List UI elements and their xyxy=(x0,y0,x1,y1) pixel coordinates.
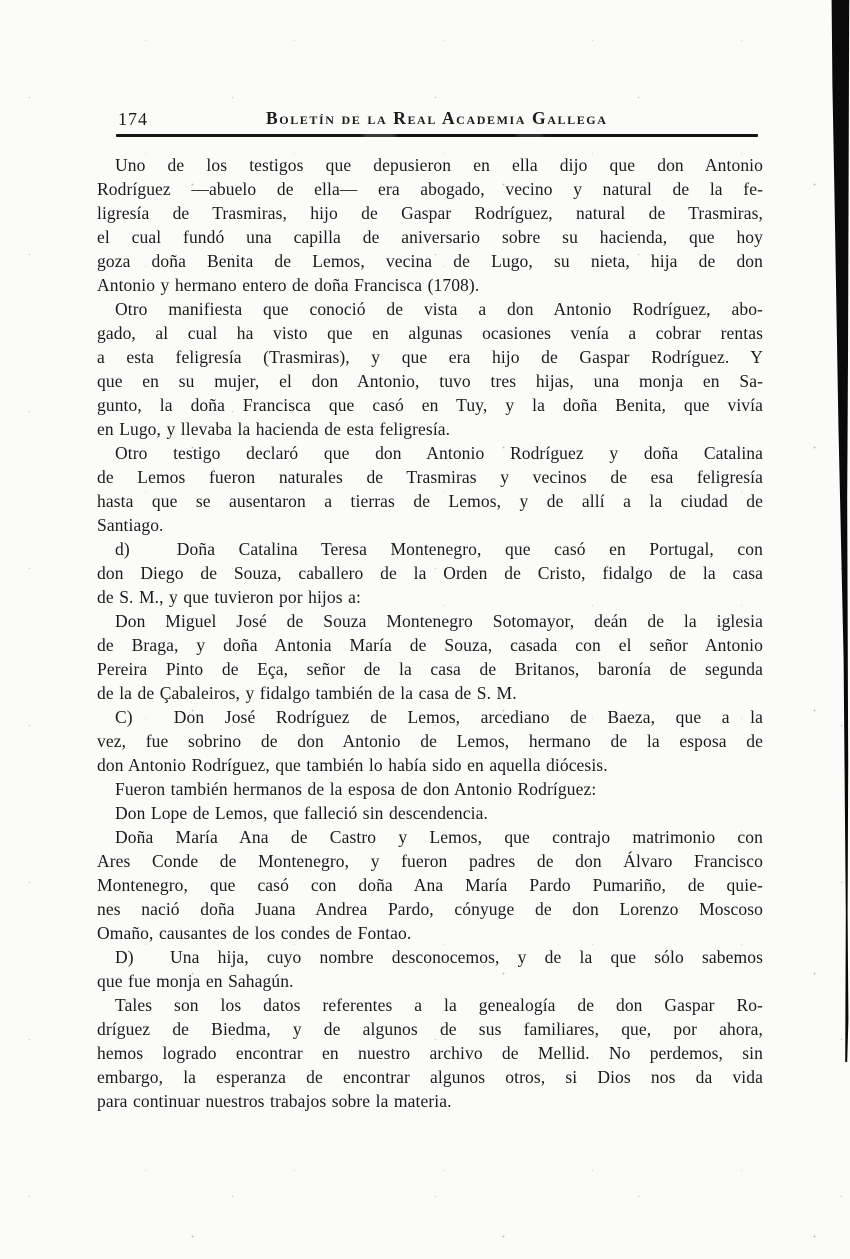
paragraph xyxy=(97,945,763,993)
text-line: para continuar nuestros trabajos sobre la materia. xyxy=(97,1091,452,1111)
article-body xyxy=(97,153,763,1113)
text-line: hasta que se ausentaron a tierras de Lemos, y de allí a la ciudad de xyxy=(97,491,763,511)
text-line: gado, al cual ha visto que en algunas ocasiones venía a cobrar rentas xyxy=(97,323,763,343)
text-line: Rodríguez —abuelo de ella— era abogado, vecino y natural de la fe- xyxy=(97,179,763,199)
paragraph xyxy=(97,441,763,537)
text-line: vez, fue sobrino de don Antonio de Lemos, hermano de la esposa de xyxy=(97,731,763,751)
text-line: Santiago. xyxy=(97,515,164,535)
text-line: Otro manifiesta que conoció de vista a don Antonio Rodríguez, abo- xyxy=(115,299,763,319)
text-line: Ares Conde de Montenegro, y fueron padres de don Álvaro Francisco xyxy=(97,851,763,871)
page-number: 174 xyxy=(118,109,148,129)
text-line: de Braga, y doña Antonia María de Souza, casada con el señor Antonio xyxy=(97,635,763,655)
text-line: embargo, la esperanza de encontrar algunos otros, si Dios nos da vida xyxy=(97,1067,763,1087)
text-line: Tales son los datos referentes a la genealogía de don Gaspar Ro- xyxy=(115,995,763,1015)
text-line: de Lemos fueron naturales de Trasmiras y vecinos de esa feligresía xyxy=(97,467,763,487)
text-line: C) Don José Rodríguez de Lemos, arcediano de Baeza, que a la xyxy=(115,707,763,727)
paragraph xyxy=(97,993,763,1113)
text-line: Don Lope de Lemos, que falleció sin descendencia. xyxy=(115,803,488,823)
text-line: don Diego de Souza, caballero de la Orden de Cristo, fidalgo de la casa xyxy=(97,563,763,583)
text-line: hemos logrado encontrar en nuestro archivo de Mellid. No perdemos, sin xyxy=(97,1043,763,1063)
text-line: Doña María Ana de Castro y Lemos, que contrajo matrimonio con xyxy=(115,827,763,847)
text-line: don Antonio Rodríguez, que también lo había sido en aquella diócesis. xyxy=(97,755,608,775)
text-line: Otro testigo declaró que don Antonio Rodríguez y doña Catalina xyxy=(115,443,763,463)
text-line: que en su mujer, el don Antonio, tuvo tres hijas, una monja en Sa- xyxy=(97,371,763,391)
text-line: D) Una hija, cuyo nombre desconocemos, y de la que sólo sabemos xyxy=(115,947,763,967)
text-line: gunto, la doña Francisca que casó en Tuy, y la doña Benita, que vivía xyxy=(97,395,763,415)
paragraph xyxy=(97,825,763,945)
paragraph xyxy=(97,801,763,825)
text-line: de la de Çabaleiros, y fidalgo también de la casa de S. M. xyxy=(97,683,517,703)
paragraph xyxy=(97,777,763,801)
journal-title: Boletín de la Real Academia Gallega xyxy=(266,108,608,128)
header-rule xyxy=(116,134,758,137)
scan-edge-artifact xyxy=(830,0,850,1062)
paragraph xyxy=(97,537,763,609)
text-line: en Lugo, y llevaba la hacienda de esta feligresía. xyxy=(97,419,451,439)
text-line: a esta feligresía (Trasmiras), y que era hijo de Gaspar Rodríguez. Y xyxy=(97,347,763,367)
text-line: el cual fundó una capilla de aniversario sobre su hacienda, que hoy xyxy=(97,227,763,247)
paragraph xyxy=(97,609,763,705)
text-line: ligresía de Trasmiras, hijo de Gaspar Rodríguez, natural de Trasmiras, xyxy=(97,203,763,223)
text-line: Montenegro, que casó con doña Ana María Pardo Pumariño, de quie- xyxy=(97,875,763,895)
text-line: Don Miguel José de Souza Montenegro Sotomayor, deán de la iglesia xyxy=(115,611,763,631)
text-line: que fue monja en Sahagún. xyxy=(97,971,294,991)
paragraph xyxy=(97,153,763,297)
text-line: nes nació doña Juana Andrea Pardo, cónyuge de don Lorenzo Moscoso xyxy=(97,899,763,919)
text-line: Antonio y hermano entero de doña Francisca (1708). xyxy=(97,275,480,295)
text-line: Omaño, causantes de los condes de Fontao. xyxy=(97,923,412,943)
text-line: dríguez de Biedma, y de algunos de sus familiares, que, por ahora, xyxy=(97,1019,763,1039)
paragraph xyxy=(97,705,763,777)
text-line: de S. M., y que tuvieron por hijos a: xyxy=(97,587,361,607)
text-line: Pereira Pinto de Eça, señor de la casa de Britanos, baronía de segunda xyxy=(97,659,763,679)
text-line: Uno de los testigos que depusieron en ella dijo que don Antonio xyxy=(115,155,763,175)
text-line: Fueron también hermanos de la esposa de don Antonio Rodríguez: xyxy=(115,779,597,799)
paragraph xyxy=(97,297,763,441)
text-line: d) Doña Catalina Teresa Montenegro, que casó en Portugal, con xyxy=(115,539,763,559)
text-line: goza doña Benita de Lemos, vecina de Lugo, su nieta, hija de don xyxy=(97,251,763,271)
